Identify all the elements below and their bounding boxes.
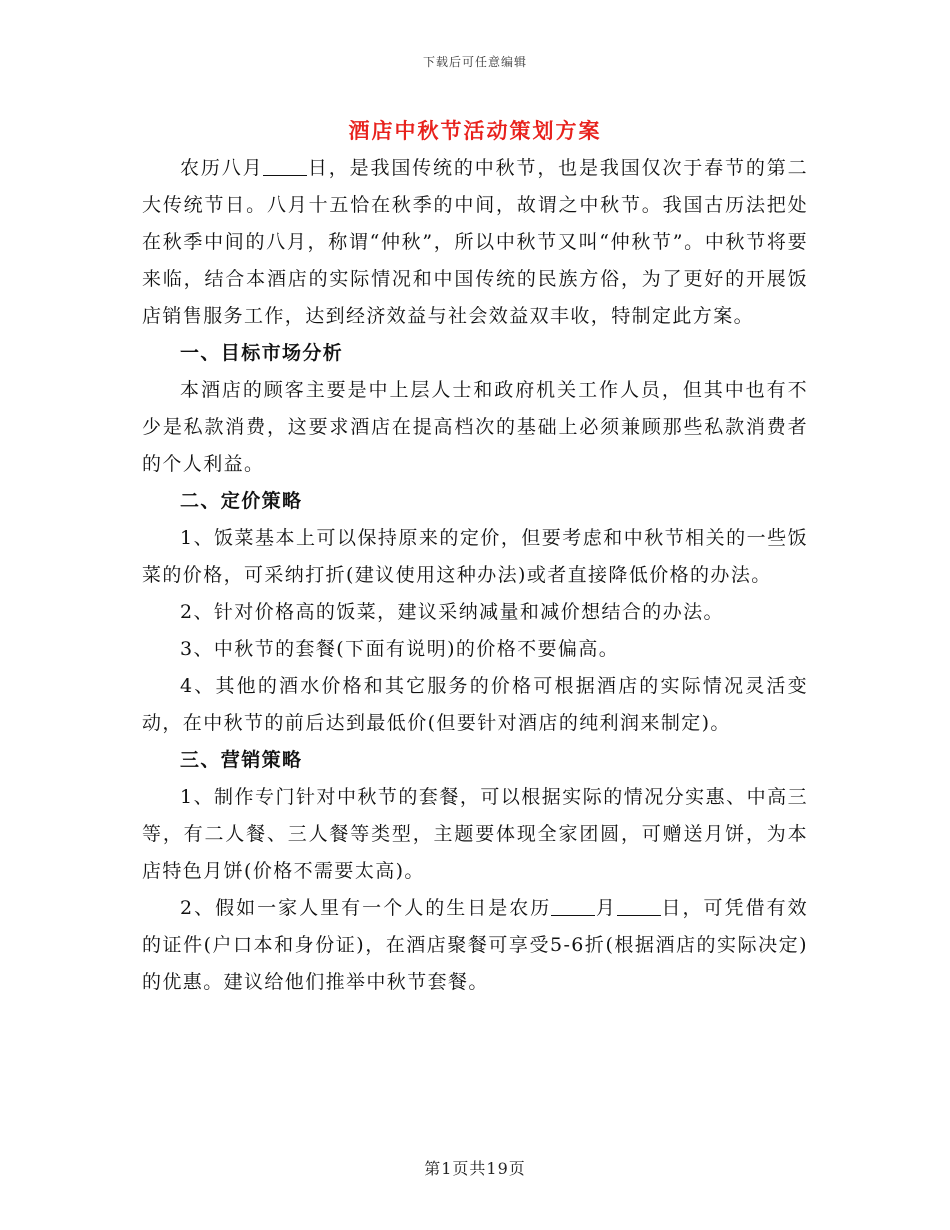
pricing-item-3: 3、中秋节的套餐(下面有说明)的价格不要偏高。: [180, 638, 620, 660]
marketing-item-2: [142, 890, 808, 1001]
pricing-item-1: 1、饭菜基本上可以保持原来的定价，但要考虑和中秋节相关的一些饭菜的价格，可采纳打折(建议使用这种办法)或者直接降低价格的办法。: [142, 527, 808, 586]
section-heading-target-market: 一、目标市场分析: [180, 342, 344, 364]
day-blank: [617, 897, 661, 916]
marketing-item-2-start: 2、假如一家人里有一个人的生日是农历: [180, 897, 552, 919]
date-blank: [263, 157, 307, 176]
pricing-item-4: 4、其他的酒水价格和其它服务的价格可根据酒店的实际情况灵活变动，在中秋节的前后达到最低价(但要针对酒店的纯利润来制定)。: [142, 675, 808, 734]
target-market-paragraph: 本酒店的顾客主要是中上层人士和政府机关工作人员，但其中也有不少是私款消费，这要求酒店在提高档次的基础上必须兼顾那些私款消费者的个人利益。: [142, 379, 808, 475]
section-heading-pricing: 二、定价策略: [180, 490, 303, 512]
document-title: 酒店中秋节活动策划方案: [348, 118, 602, 143]
marketing-item-2-rest: 日，可凭借有效的证件(户口本和身份证)，在酒店聚餐可享受5-6折(根据酒店的实际决定)的优惠。建议给他们推举中秋节套餐。: [142, 897, 808, 993]
marketing-item-2-month: 月: [595, 897, 617, 919]
pricing-item-2: 2、针对价格高的饭菜，建议采纳减量和减价想结合的办法。: [180, 601, 724, 623]
intro-text-rest: 日，是我国传统的中秋节，也是我国仅次于春节的第二大传统节日。八月十五恰在秋季的中间，故谓之中秋节。我国古历法把处在秋季中间的八月，称谓“仲秋”，所以中秋节又叫“仲秋节”。中秋节将要来临，结合本酒店的实际情况和中国传统的民族方俗，为了更好的开展饭店销售服务工作，达到经济效益与社会效益双丰收，特制定此方案。: [142, 157, 808, 327]
month-blank: [551, 897, 595, 916]
section-heading-marketing: 三、营销策略: [180, 749, 303, 771]
page-number: 第1页共19页: [424, 1159, 526, 1178]
intro-paragraph: [142, 150, 808, 335]
intro-text-start: 农历八月: [180, 157, 264, 179]
document-body: [142, 150, 808, 1001]
header-note: 下载后可任意编辑: [422, 55, 527, 69]
marketing-item-1: 1、制作专门针对中秋节的套餐，可以根据实际的情况分实惠、中高三等，有二人餐、三人餐等类型，主题要体现全家团圆，可赠送月饼，为本店特色月饼(价格不需要太高)。: [142, 786, 808, 882]
